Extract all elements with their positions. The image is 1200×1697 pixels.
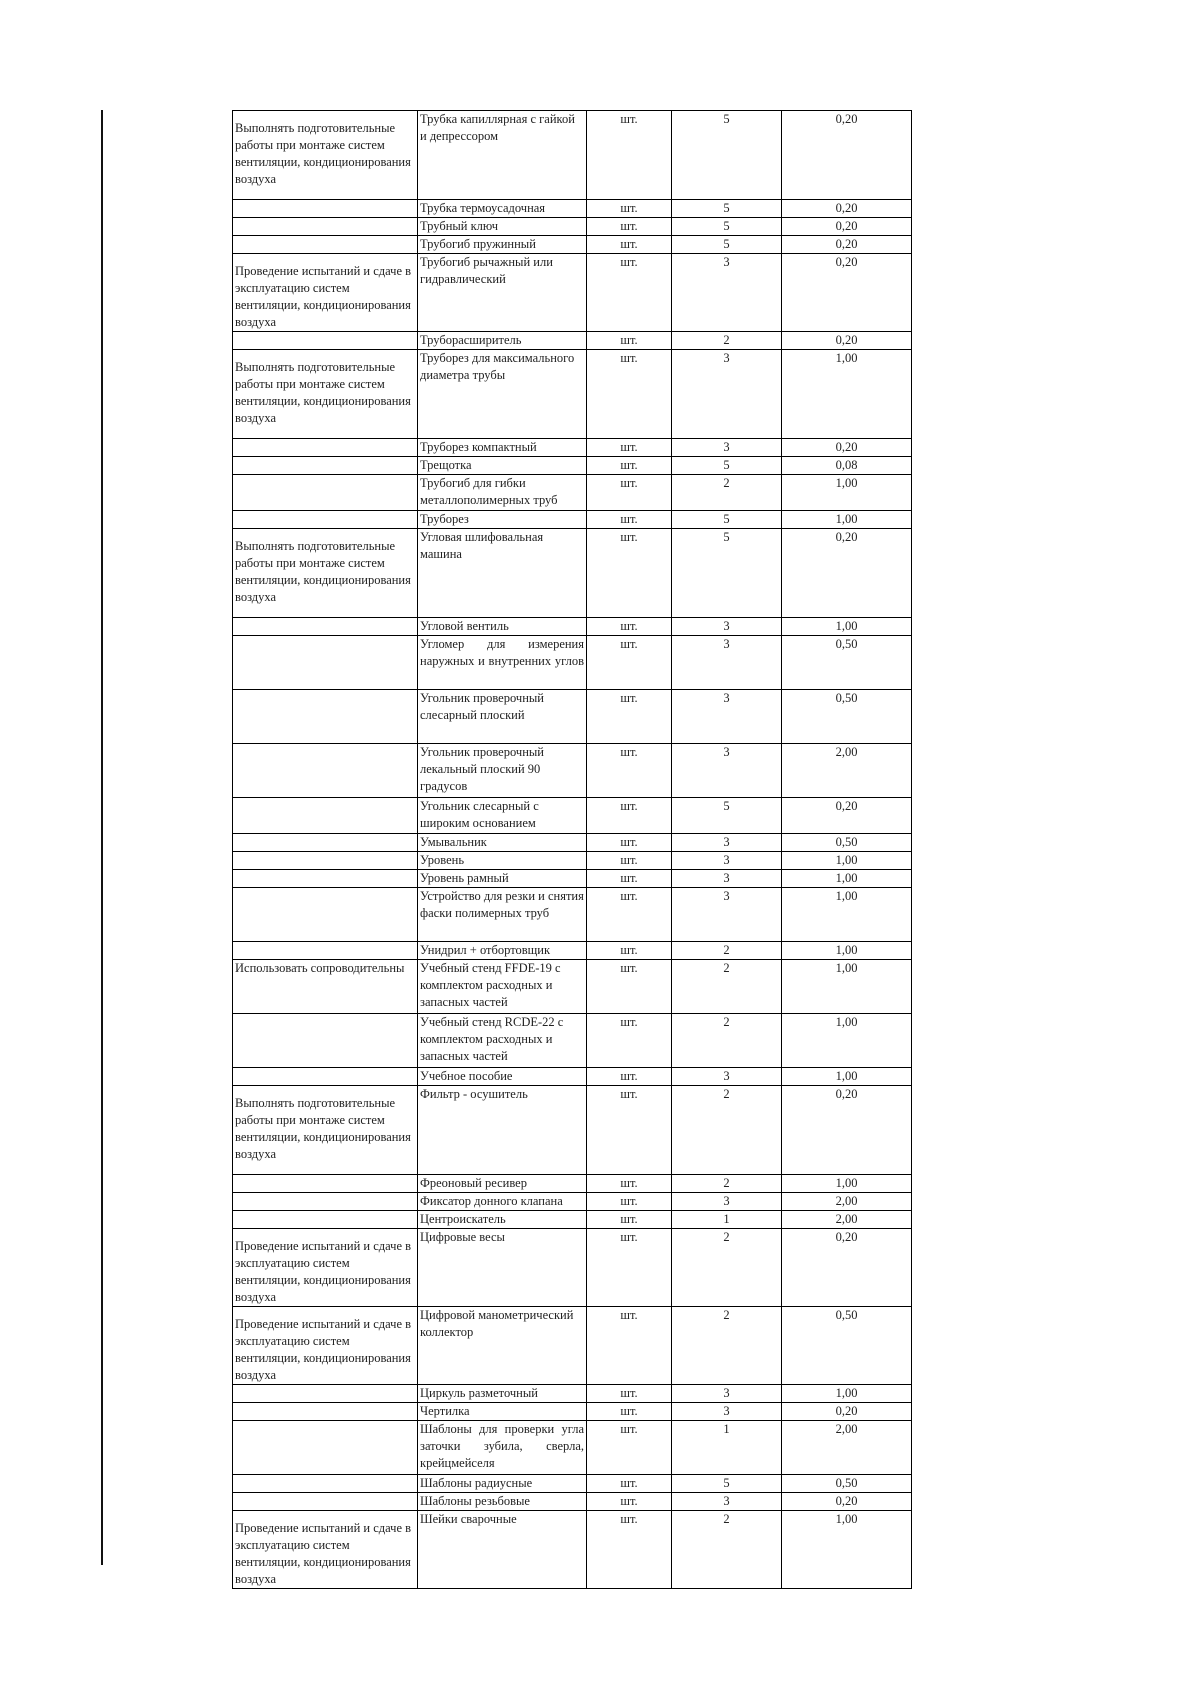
activity-cell <box>233 798 418 834</box>
unit-cell: шт. <box>587 475 672 511</box>
norm-cell: 0,20 <box>782 1229 912 1307</box>
norm-cell: 1,00 <box>782 1068 912 1086</box>
item-name-cell: Угольник проверочный лекальный плоский 90 градусов <box>418 744 587 798</box>
table-row <box>233 960 912 1014</box>
table-row <box>233 457 912 475</box>
table-row <box>233 1175 912 1193</box>
norm-cell: 0,20 <box>782 1086 912 1175</box>
item-name-cell: Учебный стенд FFDE-19 с комплектом расходных и запасных частей <box>418 960 587 1014</box>
unit-cell: шт. <box>587 1193 672 1211</box>
table-row <box>233 834 912 852</box>
table-row <box>233 1475 912 1493</box>
table-row <box>233 475 912 511</box>
unit-cell: шт. <box>587 439 672 457</box>
item-name-cell: Уровень рамный <box>418 870 587 888</box>
activity-cell: Выполнять подготовительные работы при монтаже систем вентиляции, кондиционирования воздуха <box>233 1086 418 1175</box>
quantity-cell: 3 <box>672 254 782 332</box>
unit-cell: шт. <box>587 218 672 236</box>
norm-cell: 1,00 <box>782 1014 912 1068</box>
unit-cell: шт. <box>587 1511 672 1589</box>
unit-cell: шт. <box>587 852 672 870</box>
quantity-cell: 5 <box>672 511 782 529</box>
table-row <box>233 1193 912 1211</box>
table-row <box>233 1385 912 1403</box>
norm-cell: 0,50 <box>782 690 912 744</box>
activity-cell <box>233 1068 418 1086</box>
activity-cell <box>233 960 418 1014</box>
quantity-cell: 2 <box>672 1086 782 1175</box>
table-row <box>233 1086 912 1175</box>
item-name-cell: Устройство для резки и снятия фаски полимерных труб <box>418 888 587 942</box>
activity-cell <box>233 475 418 511</box>
quantity-cell: 5 <box>672 798 782 834</box>
quantity-cell: 3 <box>672 888 782 942</box>
table-row <box>233 636 912 690</box>
table-row <box>233 870 912 888</box>
table-row <box>233 798 912 834</box>
activity-cell: Выполнять подготовительные работы при монтаже систем вентиляции, кондиционирования воздуха <box>233 350 418 439</box>
table-row <box>233 942 912 960</box>
activity-cell <box>233 218 418 236</box>
quantity-cell: 1 <box>672 1211 782 1229</box>
item-name-cell: Угловой вентиль <box>418 618 587 636</box>
activity-cell <box>233 870 418 888</box>
unit-cell: шт. <box>587 511 672 529</box>
item-name-cell: Трубогиб рычажный или гидравлический <box>418 254 587 332</box>
quantity-cell: 3 <box>672 1403 782 1421</box>
unit-cell: шт. <box>587 111 672 200</box>
norm-cell: 1,00 <box>782 511 912 529</box>
table-row <box>233 350 912 439</box>
activity-cell <box>233 636 418 690</box>
activity-cell <box>233 1193 418 1211</box>
activity-cell <box>233 1211 418 1229</box>
item-name-cell: Угломер для измерения наружных и внутренних углов <box>418 636 587 690</box>
quantity-cell: 3 <box>672 852 782 870</box>
table-row <box>233 1068 912 1086</box>
quantity-cell: 1 <box>672 1421 782 1475</box>
quantity-cell: 3 <box>672 1068 782 1086</box>
item-name-cell: Цифровые весы <box>418 1229 587 1307</box>
table-row <box>233 200 912 218</box>
table-row <box>233 529 912 618</box>
unit-cell: шт. <box>587 618 672 636</box>
norm-cell: 0,20 <box>782 254 912 332</box>
unit-cell: шт. <box>587 1086 672 1175</box>
item-name-cell: Учебный стенд RCDE-22 с комплектом расходных и запасных частей <box>418 1014 587 1068</box>
norm-cell: 0,20 <box>782 529 912 618</box>
unit-cell: шт. <box>587 834 672 852</box>
norm-cell: 0,20 <box>782 1493 912 1511</box>
activity-cell <box>233 457 418 475</box>
activity-cell <box>233 236 418 254</box>
unit-cell: шт. <box>587 332 672 350</box>
item-name-cell: Труборез для максимального диаметра трубы <box>418 350 587 439</box>
table-row <box>233 1229 912 1307</box>
quantity-cell: 3 <box>672 1385 782 1403</box>
quantity-cell: 3 <box>672 834 782 852</box>
norm-cell: 0,08 <box>782 457 912 475</box>
quantity-cell: 5 <box>672 529 782 618</box>
quantity-cell: 2 <box>672 1307 782 1385</box>
item-name-cell: Труборасширитель <box>418 332 587 350</box>
activity-cell <box>233 690 418 744</box>
quantity-cell: 5 <box>672 200 782 218</box>
activity-cell <box>233 618 418 636</box>
activity-cell: Выполнять подготовительные работы при монтаже систем вентиляции, кондиционирования воздуха <box>233 529 418 618</box>
norm-cell: 0,20 <box>782 439 912 457</box>
item-name-cell: Чертилка <box>418 1403 587 1421</box>
table-row <box>233 618 912 636</box>
activity-cell <box>233 1385 418 1403</box>
quantity-cell: 5 <box>672 457 782 475</box>
norm-cell: 2,00 <box>782 1193 912 1211</box>
quantity-cell: 5 <box>672 218 782 236</box>
norm-cell: 0,50 <box>782 1475 912 1493</box>
norm-cell: 0,50 <box>782 636 912 690</box>
norm-cell: 1,00 <box>782 960 912 1014</box>
activity-cell <box>233 1475 418 1493</box>
norm-cell: 0,20 <box>782 218 912 236</box>
item-name-cell: Умывальник <box>418 834 587 852</box>
activity-cell: Проведение испытаний и сдаче в эксплуатацию систем вентиляции, кондиционирования воздуха <box>233 1511 418 1589</box>
quantity-cell: 3 <box>672 618 782 636</box>
unit-cell: шт. <box>587 529 672 618</box>
unit-cell: шт. <box>587 744 672 798</box>
quantity-cell: 3 <box>672 1193 782 1211</box>
norm-cell: 0,20 <box>782 236 912 254</box>
table-row <box>233 1211 912 1229</box>
quantity-cell: 3 <box>672 439 782 457</box>
activity-cell <box>233 888 418 942</box>
unit-cell: шт. <box>587 960 672 1014</box>
unit-cell: шт. <box>587 690 672 744</box>
quantity-cell: 2 <box>672 475 782 511</box>
item-name-cell: Фиксатор донного клапана <box>418 1193 587 1211</box>
quantity-cell: 5 <box>672 236 782 254</box>
item-name-cell: Циркуль разметочный <box>418 1385 587 1403</box>
unit-cell: шт. <box>587 1403 672 1421</box>
item-name-cell: Угловая шлифовальная машина <box>418 529 587 618</box>
table-row <box>233 888 912 942</box>
table-row <box>233 744 912 798</box>
norm-cell: 0,20 <box>782 200 912 218</box>
unit-cell: шт. <box>587 1307 672 1385</box>
unit-cell: шт. <box>587 1211 672 1229</box>
unit-cell: шт. <box>587 1385 672 1403</box>
norm-cell: 2,00 <box>782 1421 912 1475</box>
activity-cell <box>233 852 418 870</box>
norm-cell: 0,50 <box>782 834 912 852</box>
unit-cell: шт. <box>587 1014 672 1068</box>
table-row <box>233 218 912 236</box>
item-name-cell: Шаблоны для проверки угла заточки зубила, сверла, крейцмейселя <box>418 1421 587 1475</box>
unit-cell: шт. <box>587 1475 672 1493</box>
norm-cell: 0,20 <box>782 111 912 200</box>
norm-cell: 2,00 <box>782 1211 912 1229</box>
quantity-cell: 2 <box>672 960 782 1014</box>
item-name-cell: Угольник слесарный с широким основанием <box>418 798 587 834</box>
unit-cell: шт. <box>587 1421 672 1475</box>
quantity-cell: 5 <box>672 111 782 200</box>
item-name-cell: Фреоновый ресивер <box>418 1175 587 1193</box>
unit-cell: шт. <box>587 236 672 254</box>
activity-cell <box>233 1421 418 1475</box>
activity-cell <box>233 1493 418 1511</box>
table-row <box>233 511 912 529</box>
norm-cell: 1,00 <box>782 888 912 942</box>
quantity-cell: 3 <box>672 870 782 888</box>
item-name-cell: Трещотка <box>418 457 587 475</box>
item-name-cell: Трубный ключ <box>418 218 587 236</box>
unit-cell: шт. <box>587 888 672 942</box>
norm-cell: 1,00 <box>782 870 912 888</box>
activity-cell: Проведение испытаний и сдаче в эксплуатацию систем вентиляции, кондиционирования воздуха <box>233 254 418 332</box>
norm-cell: 1,00 <box>782 475 912 511</box>
norm-cell: 2,00 <box>782 744 912 798</box>
quantity-cell: 3 <box>672 636 782 690</box>
item-name-cell: Уровень <box>418 852 587 870</box>
table-row <box>233 1421 912 1475</box>
table-row <box>233 1014 912 1068</box>
item-name-cell: Угольник проверочный слесарный плоский <box>418 690 587 744</box>
unit-cell: шт. <box>587 870 672 888</box>
unit-cell: шт. <box>587 1068 672 1086</box>
norm-cell: 0,20 <box>782 332 912 350</box>
unit-cell: шт. <box>587 350 672 439</box>
norm-cell: 1,00 <box>782 852 912 870</box>
item-name-cell: Шейки сварочные <box>418 1511 587 1589</box>
quantity-cell: 2 <box>672 1229 782 1307</box>
activity-cell: Проведение испытаний и сдаче в эксплуатацию систем вентиляции, кондиционирования воздуха <box>233 1229 418 1307</box>
quantity-cell: 3 <box>672 1493 782 1511</box>
norm-cell: 0,20 <box>782 798 912 834</box>
activity-cell <box>233 942 418 960</box>
item-name-cell: Унидрил + отбортовщик <box>418 942 587 960</box>
activity-cell <box>233 1403 418 1421</box>
quantity-cell: 3 <box>672 690 782 744</box>
activity-cell <box>233 332 418 350</box>
table-row <box>233 1403 912 1421</box>
norm-cell: 1,00 <box>782 1175 912 1193</box>
left-margin-line <box>101 110 103 1565</box>
table-row <box>233 332 912 350</box>
item-name-cell: Шаблоны радиусные <box>418 1475 587 1493</box>
norm-cell: 1,00 <box>782 618 912 636</box>
quantity-cell: 3 <box>672 350 782 439</box>
table-row <box>233 1493 912 1511</box>
quantity-cell: 2 <box>672 1014 782 1068</box>
unit-cell: шт. <box>587 1175 672 1193</box>
unit-cell: шт. <box>587 942 672 960</box>
activity-cell: Выполнять подготовительные работы при монтаже систем вентиляции, кондиционирования воздуха <box>233 111 418 200</box>
table-row <box>233 439 912 457</box>
activity-cell: Проведение испытаний и сдаче в эксплуатацию систем вентиляции, кондиционирования воздуха <box>233 1307 418 1385</box>
norm-cell: 0,50 <box>782 1307 912 1385</box>
item-name-cell: Шаблоны резьбовые <box>418 1493 587 1511</box>
activity-cell <box>233 834 418 852</box>
activity-cell <box>233 439 418 457</box>
quantity-cell: 3 <box>672 744 782 798</box>
quantity-cell: 5 <box>672 1475 782 1493</box>
unit-cell: шт. <box>587 254 672 332</box>
activity-cell <box>233 1014 418 1068</box>
unit-cell: шт. <box>587 1493 672 1511</box>
quantity-cell: 2 <box>672 332 782 350</box>
unit-cell: шт. <box>587 798 672 834</box>
table-row <box>233 852 912 870</box>
unit-cell: шт. <box>587 636 672 690</box>
table-row <box>233 690 912 744</box>
item-name-cell: Фильтр - осушитель <box>418 1086 587 1175</box>
activity-cell <box>233 1175 418 1193</box>
activity-cell <box>233 200 418 218</box>
quantity-cell: 2 <box>672 942 782 960</box>
table-row <box>233 1307 912 1385</box>
table-row <box>233 1511 912 1589</box>
table-row <box>233 254 912 332</box>
item-name-cell: Трубогиб для гибки металлополимерных труб <box>418 475 587 511</box>
quantity-cell: 2 <box>672 1175 782 1193</box>
norm-cell: 1,00 <box>782 1511 912 1589</box>
activity-cell <box>233 511 418 529</box>
item-name-cell: Труборез компактный <box>418 439 587 457</box>
item-name-cell: Труборез <box>418 511 587 529</box>
item-name-cell: Центроискатель <box>418 1211 587 1229</box>
norm-cell: 1,00 <box>782 942 912 960</box>
table-row <box>233 111 912 200</box>
activity-text: Использовать сопроводительны <box>235 961 405 975</box>
quantity-cell: 2 <box>672 1511 782 1589</box>
norm-cell: 1,00 <box>782 1385 912 1403</box>
item-name-cell: Цифровой манометрический коллектор <box>418 1307 587 1385</box>
item-name-cell: Трубогиб пружинный <box>418 236 587 254</box>
item-name-cell: Трубка термоусадочная <box>418 200 587 218</box>
norm-cell: 0,20 <box>782 1403 912 1421</box>
activity-cell <box>233 744 418 798</box>
unit-cell: шт. <box>587 1229 672 1307</box>
item-name-cell: Учебное пособие <box>418 1068 587 1086</box>
item-name-cell: Трубка капиллярная с гайкой и депрессором <box>418 111 587 200</box>
table-row <box>233 236 912 254</box>
unit-cell: шт. <box>587 200 672 218</box>
equipment-table <box>232 110 912 1589</box>
norm-cell: 1,00 <box>782 350 912 439</box>
unit-cell: шт. <box>587 457 672 475</box>
